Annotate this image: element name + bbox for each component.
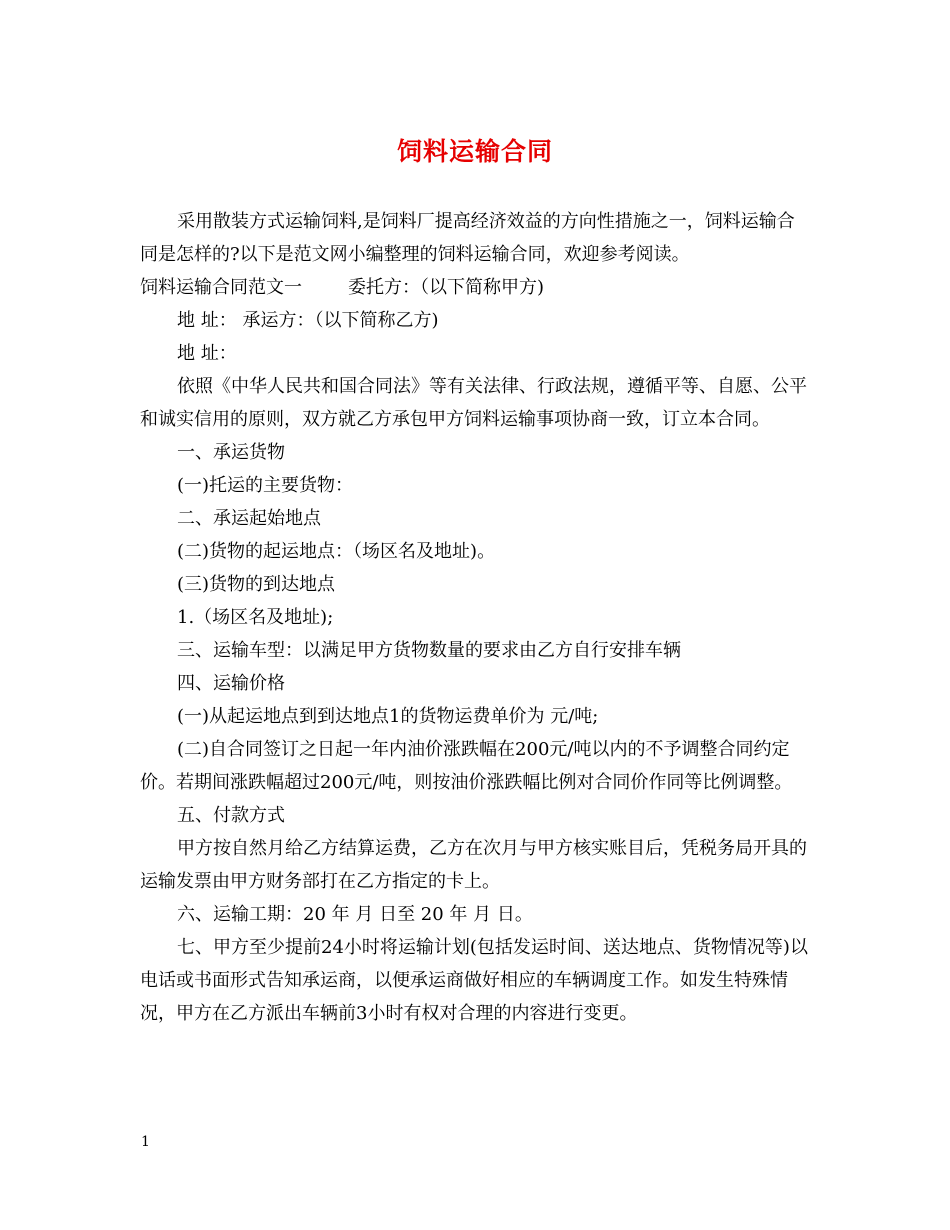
clause-item: (三)货物的到达地点 — [177, 574, 336, 595]
section-heading: 四、运输价格 — [177, 673, 285, 694]
clause-item: (二)货物的起运地点：（场区名及地址)。 — [177, 541, 496, 562]
document-title: 饲料运输合同 — [396, 137, 553, 166]
consignor-line: 委托方：（以下简称甲方) — [348, 277, 545, 298]
page-number: 1 — [141, 1134, 150, 1150]
clause-item: (二)自合同签订之日起一年内油价涨跌幅在200元/吨以内的不予调整合同约定价。若期间涨跌幅超过200元/吨，则按油价涨跌幅比例对合同价作同等比例调整。 — [140, 739, 793, 793]
section-heading: 二、承运起始地点 — [177, 508, 321, 529]
section-heading: 五、付款方式 — [177, 805, 285, 826]
address-carrier-line: 地 址： 承运方：（以下简称乙方) — [177, 310, 439, 331]
clause-item: (一)托运的主要货物： — [177, 475, 354, 496]
section-heading: 一、承运货物 — [177, 442, 285, 463]
sample-heading: 饲料运输合同范文一 — [140, 277, 302, 298]
clause-item: (一)从起运地点到到达地点1的货物运费单价为 元/吨; — [177, 706, 599, 727]
address-line: 地 址： — [177, 343, 237, 364]
section-heading: 六、运输工期：20 年 月 日至 20 年 月 日。 — [177, 904, 533, 925]
clause-item: 1.（场区名及地址); — [177, 607, 334, 628]
clause-item: 甲方按自然月给乙方结算运费，乙方在次月与甲方核实账目后，凭税务局开具的运输发票由甲方财务部打在乙方指定的卡上。 — [140, 838, 807, 892]
document-body — [140, 205, 812, 1030]
section-heading: 三、运输车型：以满足甲方货物数量的要求由乙方自行安排车辆 — [177, 640, 681, 661]
intro-paragraph: 采用散装方式运输饲料,是饲料厂提高经济效益的方向性措施之一，饲料运输合同是怎样的?以下是范文网小编整理的饲料运输合同，欢迎参考阅读。 — [140, 211, 795, 265]
basis-paragraph: 依照《中华人民共和国合同法》等有关法律、行政法规，遵循平等、自愿、公平和诚实信用的原则，双方就乙方承包甲方饲料运输事项协商一致，订立本合同。 — [140, 376, 807, 430]
sample-heading-line — [140, 271, 812, 304]
section-heading: 七、甲方至少提前24小时将运输计划(包括发运时间、送达地点、货物情况等)以电话或书面形式告知承运商，以便承运商做好相应的车辆调度工作。如发生特殊情况，甲方在乙方派出车辆前3小时有权对合理的内容进行变更。 — [140, 937, 808, 1024]
